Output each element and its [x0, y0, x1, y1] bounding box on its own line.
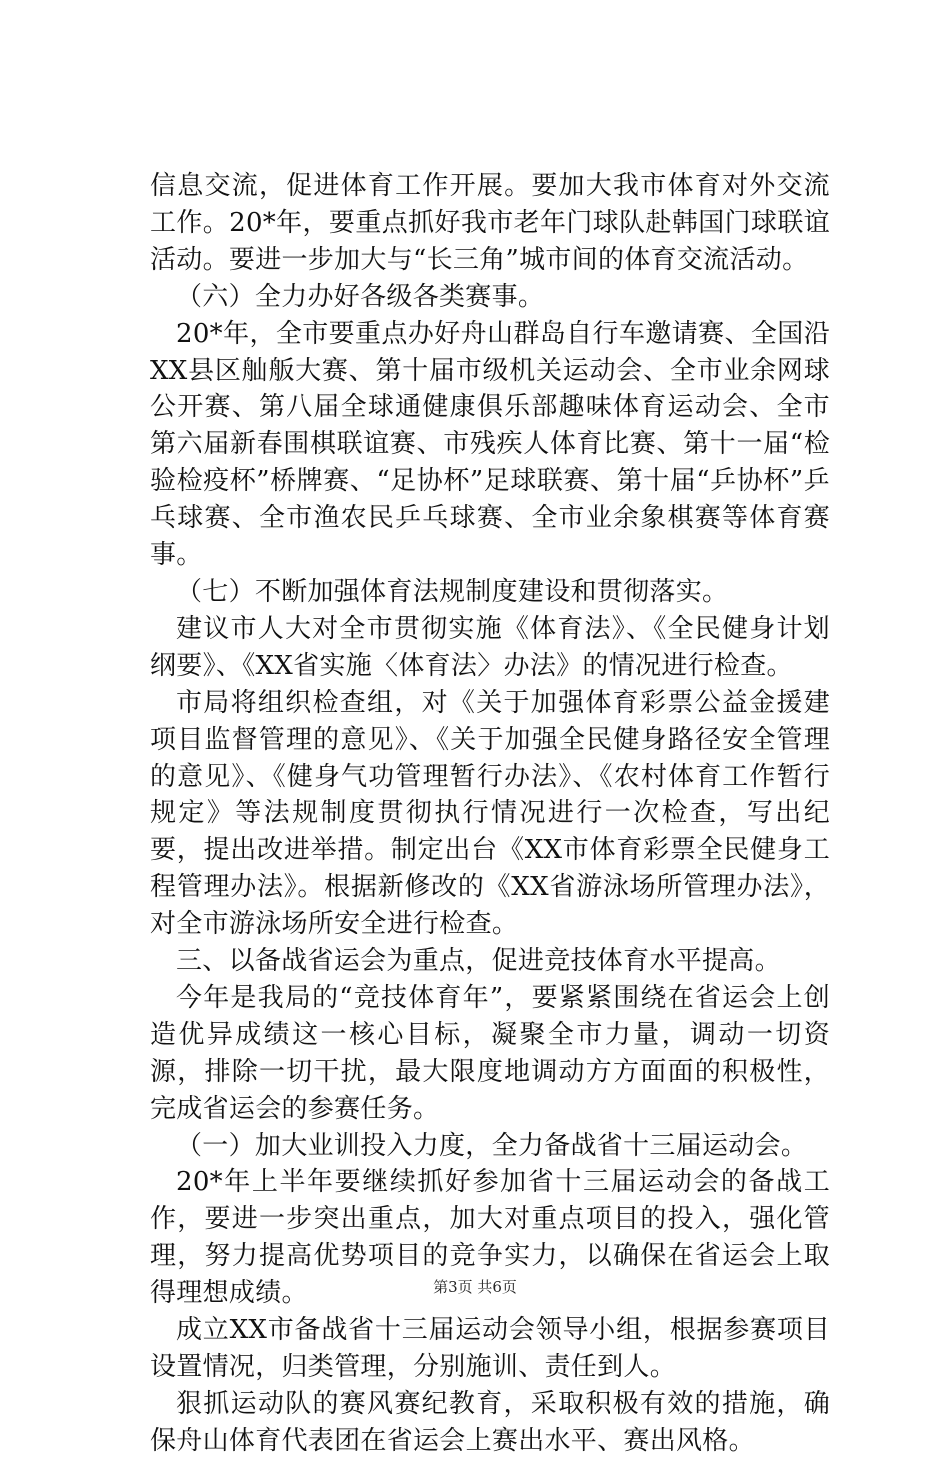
paragraph-law-inspection: 建议市人大对全市贯彻实施《体育法》、《全民健身计划纲要》、《XX省实施〈体育法〉办法》的情况进行检查。: [150, 613, 830, 681]
paragraph-leadership-group: 成立XX市备战省十三届运动会领导小组，根据参赛项目设置情况，归类管理，分别施训、责任到人。: [150, 1315, 830, 1382]
paragraph-continuation: 信息交流，促进体育工作开展。要加大我市体育对外交流工作。20*年，要重点抓好我市老年门球队赴韩国门球联谊活动。要进一步加大与“长三角”城市间的体育交流活动。: [150, 171, 830, 275]
section-heading-6: （六）全力办好各级各类赛事。: [176, 281, 545, 312]
paragraph-events: 20*年，全市要重点办好舟山群岛自行车邀请赛、全国沿XX县区舢舨大赛、第十届市级机关运动会、全市业余网球公开赛、第八届全球通健康俱乐部趣味体育运动会、全市第六届新春围棋联谊赛、市残疾人体育比赛、第十一届“检验检疫杯”桥牌赛、“足协杯”足球联赛、第十届“乒协杯”乒乓球赛、全市渔农民乒乓球赛、全市业余象棋赛等体育赛事。: [150, 318, 830, 571]
paragraph-bureau-inspection: 市局将组织检查组，对《关于加强体育彩票公益金援建项目监督管理的意见》、《关于加强全民健身路径安全管理的意见》、《健身气功管理暂行办法》、《农村体育工作暂行规定》等法规制度贯彻执行情况进行一次检查，写出纪要，提出改进举措。制定出台《XX市体育彩票全民健身工程管理办法》。根据新修改的《XX省游泳场所管理办法》，对全市游泳场所安全进行检查。: [150, 687, 830, 940]
section-heading-7: （七）不断加强体育法规制度建设和贯彻落实。: [176, 576, 729, 607]
section-heading-3: 三、以备战省运会为重点，促进竞技体育水平提高。: [176, 946, 781, 977]
page-footer: 第3页 共6页: [433, 1278, 517, 1296]
paragraph-discipline: 狠抓运动队的赛风赛纪教育，采取积极有效的措施，确保舟山体育代表团在省运会上赛出水平、赛出风格。: [150, 1388, 830, 1456]
paragraph-preparation: 20*年上半年要继续抓好参加省十三届运动会的备战工作，要进一步突出重点，加大对重点项目的投入，强化管理，努力提高优势项目的竞争实力，以确保在省运会上取得理想成绩。: [150, 1167, 830, 1309]
paragraph-competitive-sports-year: 今年是我局的“竞技体育年”，要紧紧围绕在省运会上创造优异成绩这一核心目标，凝聚全市力量，调动一切资源，排除一切干扰，最大限度地调动方方面面的积极性，完成省运会的参赛任务。: [150, 982, 830, 1124]
document-body: [150, 168, 830, 1460]
subsection-heading-1: （一）加大业训投入力度，全力备战省十三届运动会。: [176, 1130, 808, 1161]
